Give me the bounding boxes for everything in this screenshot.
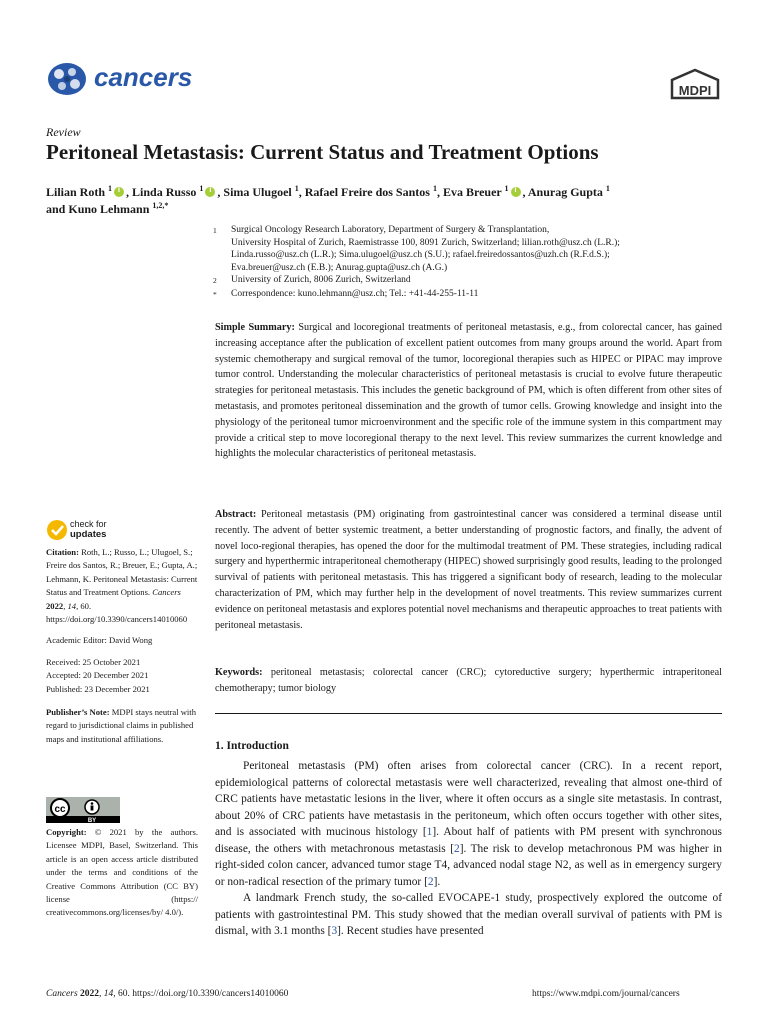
authors-line: and Kuno Lehmann $^{1,2,*}$ (46, 201, 169, 216)
affiliation-sup: 1 (432, 184, 437, 193)
author-name: Sima Ulugoel (223, 185, 292, 199)
dates (46, 656, 198, 696)
citation-journal: Cancers (152, 587, 181, 598)
author-name: Linda Russo (132, 185, 197, 199)
affiliation-line: University of Zurich, 8006 Zurich, Switzerland (231, 275, 411, 286)
cc-symbol: cc (54, 804, 66, 815)
cc-by-text: BY (87, 818, 97, 823)
citation: Citation: Roth, L.; Russo, L.; Ulugoel, S.; Freire dos Santos, R.; Breuer, E.; Gupta, A.; Lehmann, K. Peritoneal Metastasis: Current Status and Treatment Options. Cancers 2022, 14, 60. https://doi.org/10.3390/cancers14010060 (46, 547, 198, 625)
citation-volume: 14 (67, 600, 77, 611)
reference-link[interactable]: 1 (426, 826, 433, 838)
publisher-note-label: Publisher’s Note: (46, 707, 110, 718)
check-for-updates-label[interactable] (70, 519, 107, 540)
copyright-label: Copyright: (46, 827, 87, 837)
cc-by-license-icon[interactable] (46, 797, 120, 823)
simple-summary-text: Surgical and locoregional treatments of peritoneal metastasis, e.g., from colorectal cancer, has gained increasing acceptance after the publication of excellent patient outcomes from many groups around the world. Apart from systemic chemotherapy and surgical removal of the tumor, locoregional therapies such as HIPEC or PIPAC may improve tumor control. Understanding the molecular characteristics of peritoneal metastasis is crucial to evolve future therapeutic strategies for peritoneal metastasis. This includes the genetic background of PM, which is often different from other sites of metastasis, and promotes peritoneal dissemination and the growth of tumor cells. Growing knowledge and insight into the physiology of the peritoneal tumor microenvironment and the specific role of the immune system in this compartment may provide a critical step to move locoregional therapy to the next level. This review summarizes the current knowledge and highlights the molecular characteristics of peritoneal metastasis. (215, 322, 723, 460)
orcid-icon[interactable] (205, 187, 215, 197)
correspondence-line: Correspondence: kuno.lehmann@usz.ch; Tel.: +41-44-255-11-11 (231, 288, 479, 299)
affiliation-line: Surgical Oncology Research Laboratory, Department of Surgery & Transplantation, (231, 225, 550, 235)
paragraph-text: A landmark French study, the so-called EVOCAPE-1 study, prospectively explored the outcome of patients with gastrointestinal PM. This study showed that the median overall survival of patients with PM is dismal, with 3.1 months [ (215, 892, 722, 937)
affiliation-line: Linda.russo@usz.ch (L.R.); Sima.ulugoel@usz.ch (S.U.); rafael.freiredossantos@uzh.ch (R.F.d.S.); (231, 250, 610, 261)
affiliation-sup: 1 (605, 184, 610, 193)
paragraph-text: ]. About half of patients with PM present with synchronous disease, the others with metachronous metastasis [ (215, 826, 722, 855)
author-name: Anurag Gupta (527, 185, 603, 199)
footer-journal: Cancers (46, 989, 78, 999)
published-date: Published: 23 December 2021 (46, 683, 150, 694)
affiliation-item (213, 288, 733, 302)
footer-doi[interactable]: , 60. https://doi.org/10.3390/cancers14010060 (113, 989, 289, 999)
section-heading: 1. Introduction (215, 740, 289, 752)
mdpi-logo-icon (668, 68, 722, 102)
affiliation-mark: * (213, 289, 217, 299)
keywords (215, 665, 722, 697)
reference-link[interactable]: 2 (427, 875, 434, 888)
paragraph (215, 758, 722, 890)
accepted-date: Accepted: 20 December 2021 (46, 670, 149, 681)
section-divider (215, 713, 722, 714)
citation-text: Roth, L.; Russo, L.; Ulugoel, S.; Freire dos Santos, R.; Breuer, E.; Gupta, A.; Lehmann, K. Peritoneal Metastasis: Current Status and Treatment Options. (46, 547, 198, 598)
orcid-icon[interactable] (114, 187, 124, 197)
paragraph-text: ]. (433, 875, 441, 888)
orcid-icon[interactable] (511, 187, 521, 197)
affiliation-sup: 1 (199, 184, 204, 193)
footer-year: 2022 (80, 989, 100, 999)
publisher-note-text: MDPI stays neutral with regard to jurisdictional claims in published maps and institutional affiliations. (46, 707, 196, 744)
reference-link[interactable]: 3 (331, 925, 338, 937)
introduction-body (215, 758, 722, 940)
simple-summary (215, 320, 722, 462)
paragraph-text: ]. The risk to develop metachronous PM was higher in right-sided colon cancer, advanced tumor stage T4, advanced nodal stage N2, as well as in emergency surgery or non-radical resection of the primary tumor [ (215, 842, 722, 888)
footer-volume: 14 (103, 989, 114, 999)
journal-logo-icon (46, 60, 88, 98)
affiliation-mark: 1 (213, 226, 217, 235)
paragraph-text: Peritoneal metastasis (PM) often arises from colorectal cancer (CRC). In a recent report, epidemiological patterns of colorectal metastasis were well characterized, revealing that almost one-third of CRC patients have metastatic lesions in the liver, where it often occurs as a single site metastasis. In contrast, about 20% of CRC patients have metastasis in the peritoneum, which often occurs together with other sites, and is associated with mucinous histology [ (215, 760, 722, 838)
affiliation-line: University Hospital of Zurich, Raemistrasse 100, 8091 Zurich, Switzerland; lilian.roth@usz.ch (L.R.); (231, 237, 620, 248)
check-updates-line: check for (70, 519, 107, 529)
paragraph (215, 890, 722, 940)
citation-year: 2022 (46, 600, 64, 611)
affiliation-item (213, 224, 733, 274)
sidebar-info (46, 546, 198, 754)
abstract (215, 507, 722, 633)
keywords-text: peritoneal metastasis; colorectal cancer (CRC); cytoreductive surgery; hyperthermic intraperitoneal chemotherapy; tumor biology (215, 667, 722, 694)
affiliation-line: Eva.breuer@usz.ch (E.B.); Anurag.gupta@usz.ch (A.G.) (231, 262, 448, 273)
paragraph-text: ]. Recent studies have presented (337, 925, 484, 937)
author-name: Lilian Roth (46, 185, 106, 199)
publisher-note (46, 706, 198, 746)
article-title: Peritoneal Metastasis: Current Status and Treatment Options (46, 140, 599, 164)
author-name: Rafael Freire dos Santos (304, 185, 430, 199)
reference-link[interactable]: 2 (454, 842, 460, 855)
citation-doi[interactable]: , 60. https://doi.org/10.3390/cancers14010060 (46, 600, 188, 625)
copyright (46, 826, 198, 920)
affiliation-sup: 1 (108, 184, 113, 193)
abstract-text: Peritoneal metastasis (PM) originating from gastrointestinal cancer was considered a terminal disease until recently. The advent of better systemic treatment, a better understanding of prognostic factors, and finally, the advent of novel loco-regional therapies, has opened the door for the multimodal treatment of PM. These strategies, including radical surgery and hyperthermic intraperitoneal chemotherapy (HIPEC) showed surprisingly good results, leading to the prolonged survival of patients with peritoneal metastasis. This has triggered a significant body of research, leading to the molecular characterization of PM, which may further help in the development of novel treatments. This review summarizes current evidence on peritoneal metastasis and explores potential novel mechanisms and therapeutic approaches to treat patients with peritoneal metastasis. (215, 509, 722, 631)
keywords-label: Keywords: (215, 667, 263, 678)
affiliations (213, 224, 733, 302)
check-updates-line: updates (70, 529, 107, 540)
author-name: Eva Breuer (442, 185, 502, 199)
simple-summary-label: Simple Summary: (215, 322, 295, 333)
authors-line: Lilian Roth $^1$i , Linda Russo $^1$i , Sima Ulugoel $^1$, Rafael Freire dos Santos $^1$, Eva Breuer $^1$i , Anurag Gupta $^1$ (46, 184, 610, 200)
footer-citation: Cancers 2022, 14, 60. https://doi.org/10.3390/cancers14010060 (46, 989, 289, 999)
copyright-text: © 2021 by the authors. Licensee MDPI, Basel, Switzerland. This article is an open access article distributed under the terms and conditions of the Creative Commons Attribution (CC BY) license (https:// creativecommons.org/licenses/by/ 4.0/). (46, 827, 198, 918)
affiliation-item (213, 274, 733, 288)
footer-journal-url[interactable]: https://www.mdpi.com/journal/cancers (532, 989, 680, 999)
author-name: Kuno Lehmann (68, 202, 150, 216)
journal-name: cancers (94, 62, 193, 92)
affiliation-sup: 1,2,* (152, 201, 169, 210)
affiliation-sup: 1 (294, 184, 299, 193)
affiliation-mark: 2 (213, 276, 217, 286)
affiliation-sup: 1 (504, 184, 509, 193)
academic-editor: Academic Editor: David Wong (46, 635, 153, 646)
citation-label: Citation: (46, 547, 79, 557)
publisher-name: MDPI (678, 83, 712, 98)
article-type: Review (46, 125, 81, 139)
abstract-label: Abstract: (215, 509, 257, 520)
received-date: Received: 25 October 2021 (46, 656, 141, 667)
